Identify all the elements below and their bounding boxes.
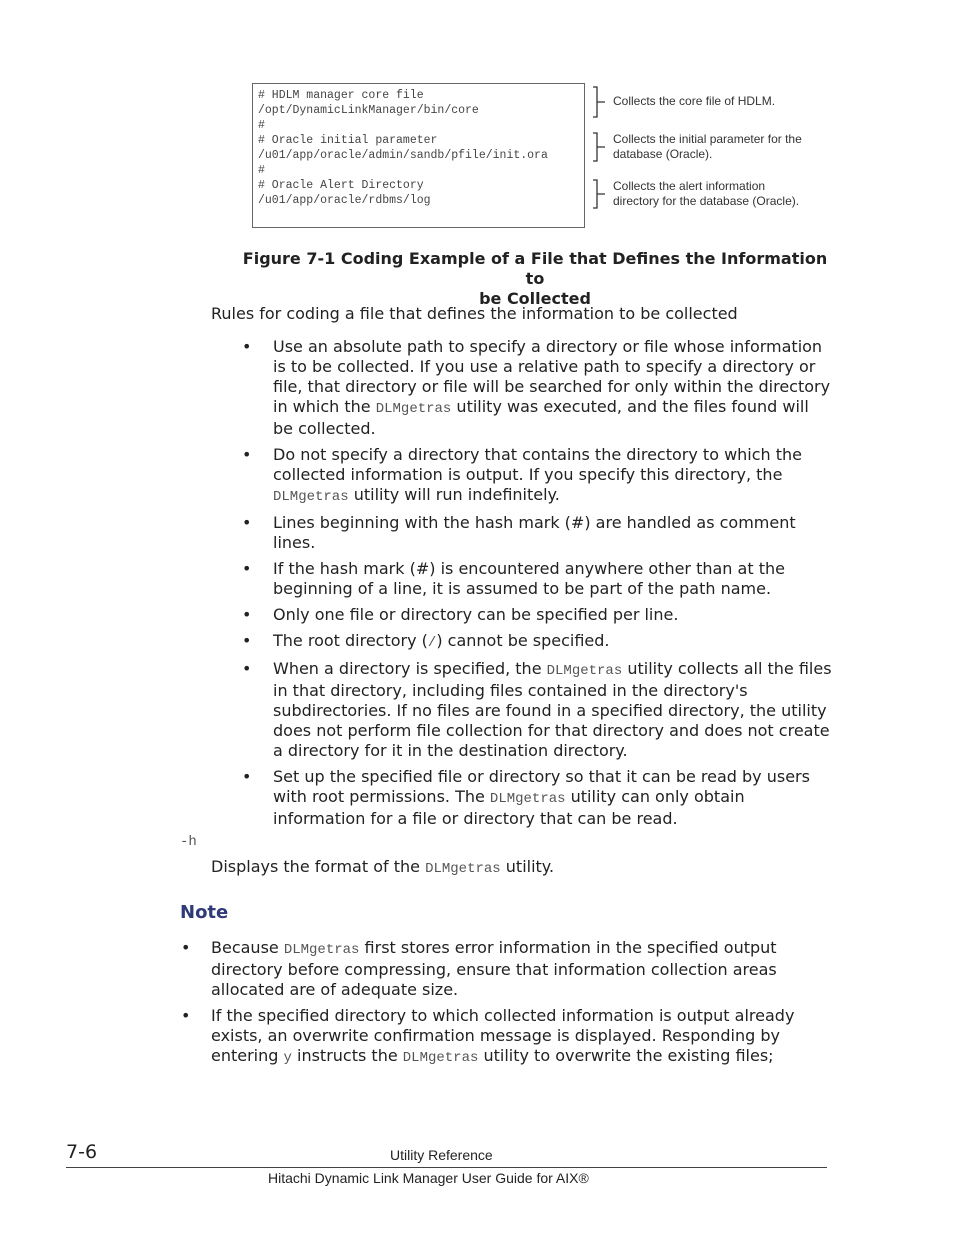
list-item: • Set up the specified file or directory so that it can be read by users with root permissions. The DLMgetras utility can only obtain information for a file or directory that can be read. (240, 767, 832, 829)
code-line: /u01/app/oracle/rdbms/log (258, 194, 431, 207)
code-line: # HDLM manager core file (258, 89, 424, 102)
footer-section: Utility Reference (390, 1147, 493, 1163)
code-line: # (258, 119, 265, 132)
footer-doc-title: Hitachi Dynamic Link Manager User Guide for AIX® (268, 1170, 589, 1186)
annotation-core-file: Collects the core file of HDLM. (613, 94, 776, 108)
annotation-initial-parameter: Collects the initial parameter for the database (Oracle). (613, 132, 802, 161)
figure-caption: Figure 7-1 Coding Example of a File that Defines the Information to be Collected (242, 249, 828, 308)
code-line: # Oracle Alert Directory (258, 179, 424, 192)
rules-list (240, 337, 832, 835)
list-item: • If the specified directory to which collected information is output already exists, an overwrite confirmation message is displayed. Responding by entering y instructs the DLMgetras utility to overwrite the existing files; (180, 1006, 832, 1068)
rules-intro: Rules for coding a file that defines the information to be collected (211, 304, 738, 323)
note-heading: Note (180, 902, 229, 923)
code-line: # Oracle initial parameter (258, 134, 438, 147)
code-line: /u01/app/oracle/admin/sandb/pfile/init.ora (258, 149, 548, 162)
list-item: • Only one file or directory can be specified per line. (240, 605, 832, 625)
list-item: • If the hash mark (#) is encountered anywhere other than at the beginning of a line, it is assumed to be part of the path name. (240, 559, 832, 599)
code-listing (252, 83, 585, 228)
list-item: • Use an absolute path to specify a directory or file whose information is to be collected. If you use a relative path to specify a directory or file, that directory or file will be searched for only within the directory in which the DLMgetras utility was executed, and the files found will be collected. (240, 337, 832, 439)
option-h-description: Displays the format of the DLMgetras utility. (211, 857, 555, 877)
code-line: # (258, 164, 265, 177)
footer-divider (66, 1167, 827, 1168)
annotation-alert-directory: Collects the alert information directory for the database (Oracle). (613, 179, 800, 208)
bracket-icon (592, 132, 606, 162)
list-item: • When a directory is specified, the DLMgetras utility collects all the files in that directory, including files contained in the directory's subdirectories. If no files are found in a specified directory, the utility does not perform file collection for that directory and does not create a directory for it in the destination directory. (240, 659, 832, 761)
page-number: 7-6 (66, 1141, 98, 1163)
bracket-icon (592, 86, 606, 118)
list-item: • Do not specify a directory that contains the directory to which the collected information is output. If you specify this directory, the DLMgetras utility will run indefinitely. (240, 445, 832, 507)
list-item: • Lines beginning with the hash mark (#) are handled as comment lines. (240, 513, 832, 553)
list-item: • The root directory (/) cannot be specified. (240, 631, 832, 653)
list-item: • Because DLMgetras first stores error information in the specified output directory before compressing, ensure that information collection areas allocated are of adequate size. (180, 938, 832, 1000)
option-h-flag: -h (180, 834, 197, 850)
figure-7-1 (252, 83, 832, 231)
figure-annotations (592, 83, 832, 231)
bracket-icon (592, 179, 606, 209)
note-list (180, 938, 832, 1074)
code-line: /opt/DynamicLinkManager/bin/core (258, 104, 479, 117)
